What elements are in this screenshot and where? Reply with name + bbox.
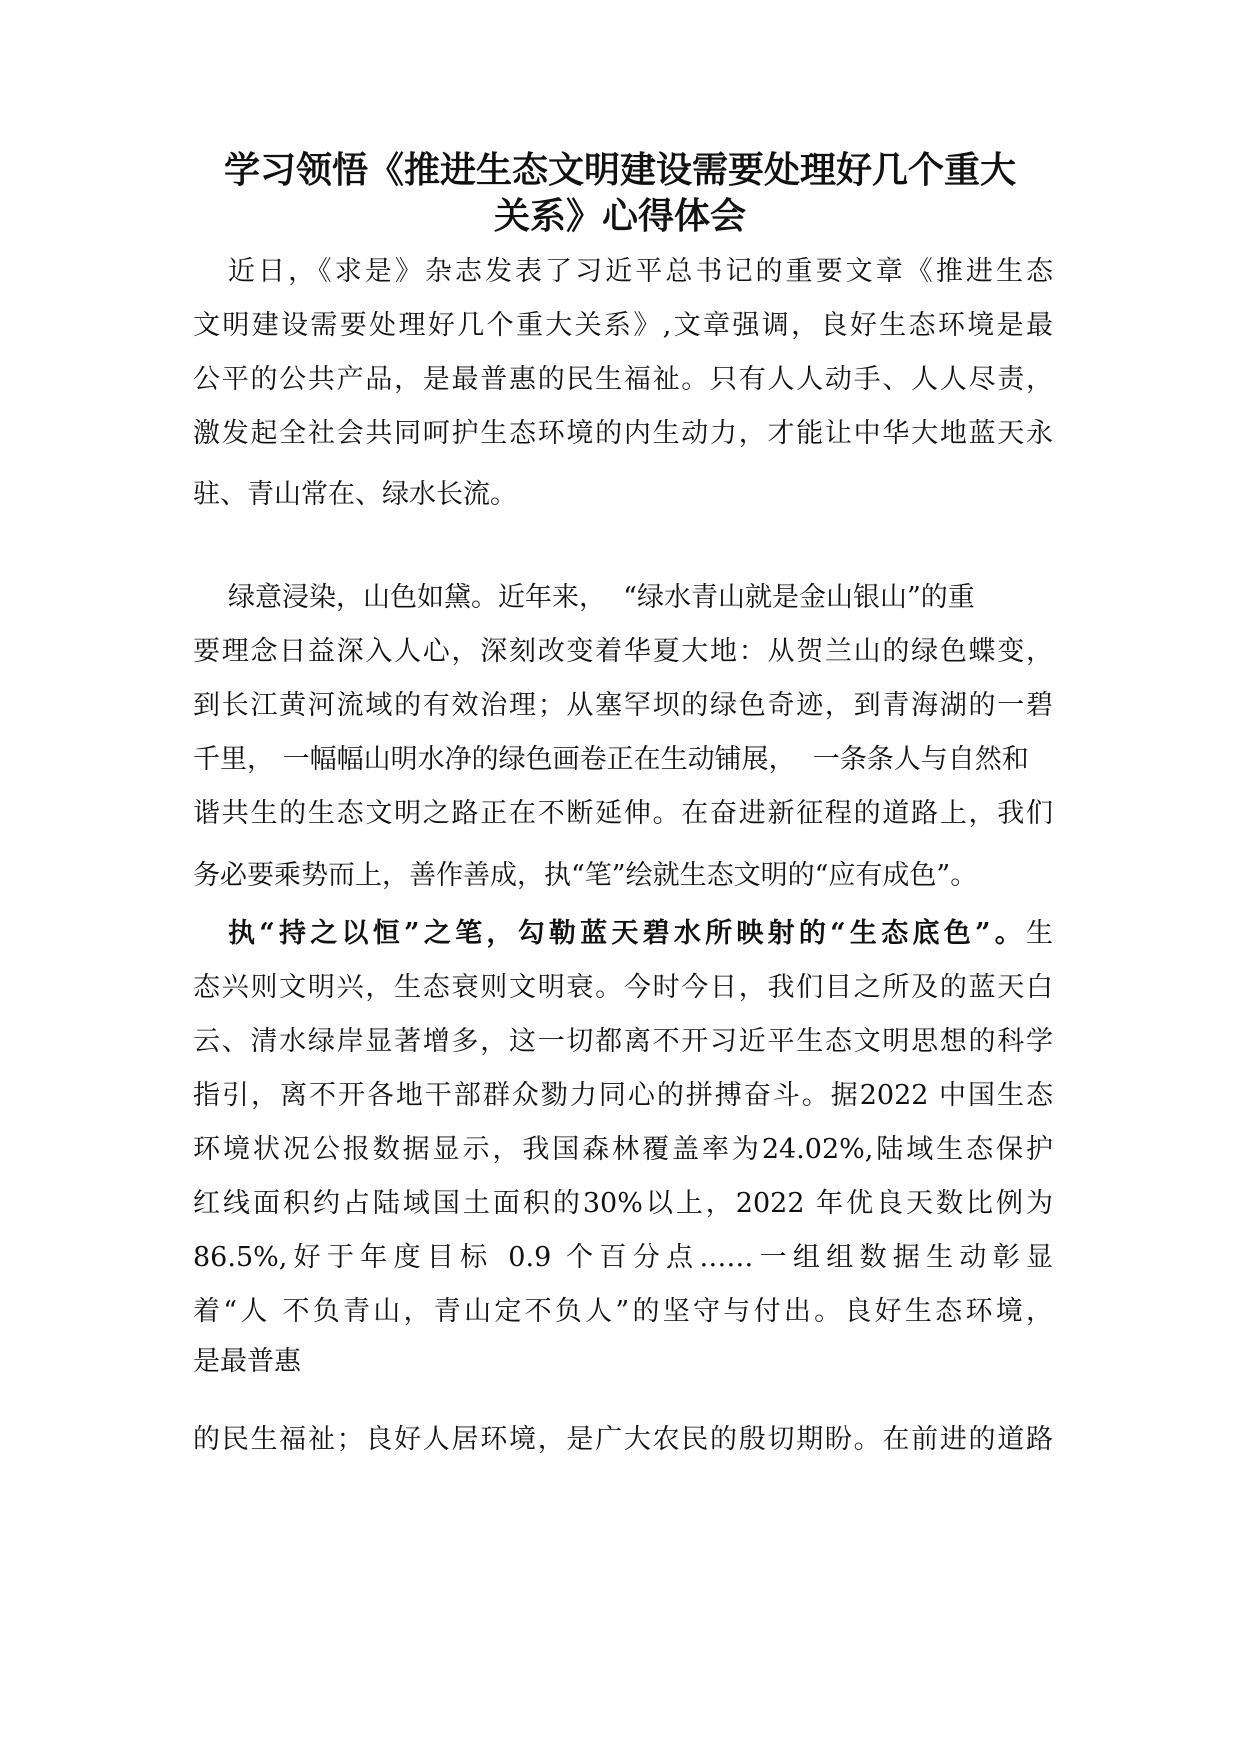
body-line: 谐共生的生态文明之路正在不断延伸。在奋进新征程的道路上，我们	[193, 798, 1053, 829]
body-line: 环境状况公报数据显示，我国森林覆盖率为24.02%,陆域生态保护	[193, 1134, 1053, 1165]
body-line: 86.5%,好于年度目标 0.9 个百分点……一组组数据生动彰显	[193, 1242, 1053, 1273]
document-title-line-2: 关系》心得体会	[493, 196, 746, 237]
body-line: 公平的公共产品，是最普惠的民生福祉。只有人人动手、人人尽责，	[193, 364, 1053, 395]
emphasis-heading: 执“持之以恒”之笔，勾勒蓝天碧水所映射的“生态底色”。	[228, 918, 1026, 949]
body-line: 着“人 不负青山，青山定不负人”的坚守与付出。良好生态环境，	[193, 1296, 1053, 1327]
body-line: 激发起全社会共同呵护生态环境的内生动力，才能让中华大地蓝天永	[193, 418, 1053, 449]
body-line: 红线面积约占陆域国土面积的30%以上，2022 年优良天数比例为	[193, 1188, 1053, 1219]
body-line: 到长江黄河流域的有效治理；从塞罕坝的绿色奇迹，到青海湖的一碧	[193, 690, 1053, 721]
body-line: 文明建设需要处理好几个重大关系》,文章强调，良好生态环境是最	[193, 310, 1053, 341]
body-line: 要理念日益深入人心，深刻改变着华夏大地：从贺兰山的绿色蝶变，	[193, 636, 1053, 667]
body-line: 近日，《求是》杂志发表了习近平总书记的重要文章《推进生态	[228, 256, 1053, 287]
body-line: 云、清水绿岸显著增多，这一切都离不开习近平生态文明思想的科学	[193, 1026, 1053, 1057]
body-line: 千里， 一幅幅山明水净的绿色画卷正在生动铺展， 一条条人与自然和	[193, 744, 1029, 775]
body-line: 是最普惠	[193, 1346, 301, 1377]
body-line: 务必要乘势而上，善作善成，执“笔”绘就生态文明的“应有成色”。	[193, 860, 978, 891]
body-text: 生	[1026, 918, 1053, 949]
body-line: 驻、青山常在、绿水长流。	[193, 479, 517, 510]
body-line: 指引，离不开各地干部群众勠力同心的拼搏奋斗。据2022 中国生态	[193, 1080, 1053, 1111]
body-line	[228, 914, 1053, 954]
body-line: 绿意浸染，山色如黛。近年来， “绿水青山就是金山银山”的重	[228, 582, 975, 613]
body-line: 的民生福祉；良好人居环境，是广大农民的殷切期盼。在前进的道路	[193, 1424, 1053, 1455]
body-line: 态兴则文明兴，生态衰则文明衰。今时今日，我们目之所及的蓝天白	[193, 972, 1053, 1003]
document-title-line-1: 学习领悟《推进生态文明建设需要处理好几个重大	[223, 150, 1016, 191]
